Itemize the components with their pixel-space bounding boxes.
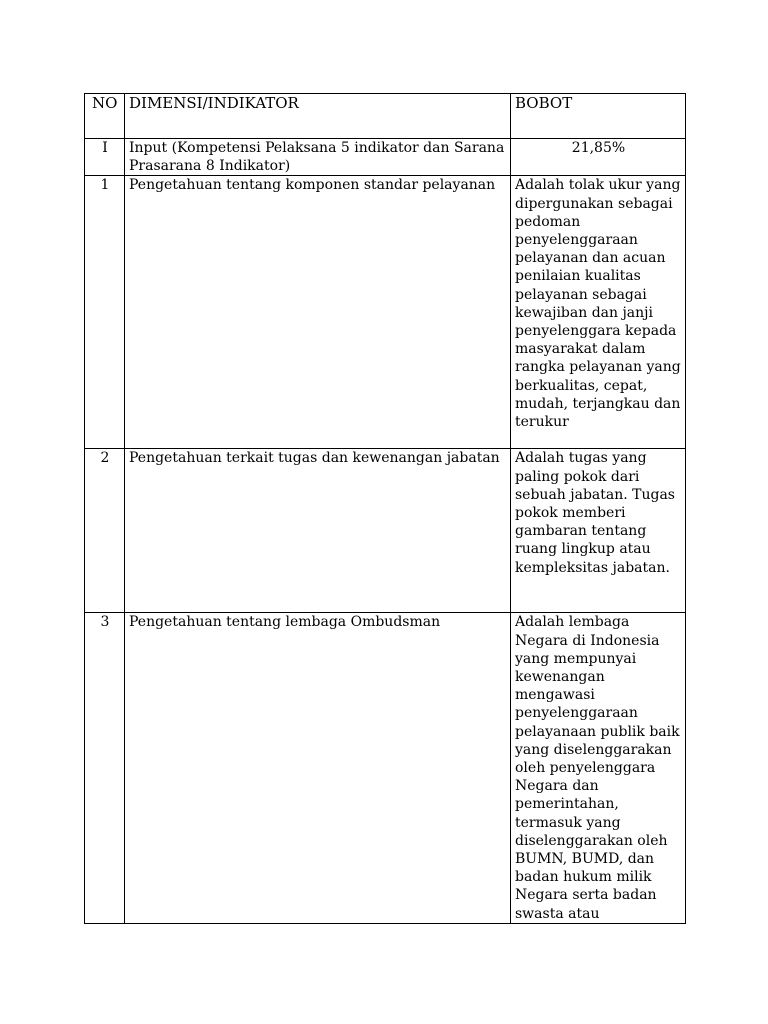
table-row bbox=[85, 449, 686, 613]
row-no: 3 bbox=[85, 613, 125, 923]
section-weight: 21,85% bbox=[511, 139, 686, 176]
section-title: Input (Kompetensi Pelaksana 5 indikator dan Sarana Prasarana 8 Indikator) bbox=[125, 139, 511, 176]
row-indicator: Pengetahuan terkait tugas dan kewenangan jabatan bbox=[125, 449, 511, 613]
header-dimension: DIMENSI/INDIKATOR bbox=[125, 94, 511, 139]
row-description: Adalah lembaga Negara di Indonesia yang mempunyai kewenangan mengawasi penyelenggaraan pelayanaan publik baik yang diselenggarakan oleh penyelenggara Negara dan pemerintahan, termasuk yang diselenggarakan oleh BUMN, BUMD, dan badan hukum milik Negara serta badan swasta atau bbox=[511, 613, 686, 923]
section-row bbox=[85, 139, 686, 176]
table-row bbox=[85, 176, 686, 449]
table-row bbox=[85, 613, 686, 923]
header-weight: BOBOT bbox=[511, 94, 686, 139]
row-no: 1 bbox=[85, 176, 125, 449]
indicator-table bbox=[84, 93, 686, 924]
section-no: I bbox=[85, 139, 125, 176]
table-header-row bbox=[85, 94, 686, 139]
row-description: Adalah tolak ukur yang dipergunakan sebagai pedoman penyelenggaraan pelayanan dan acuan penilaian kualitas pelayanan sebagai kewajiban dan janji penyelenggara kepada masyarakat dalam rangka pelayanan yang berkualitas, cepat, mudah, terjangkau dan terukur bbox=[511, 176, 686, 449]
header-no: NO bbox=[85, 94, 125, 139]
row-no: 2 bbox=[85, 449, 125, 613]
row-description: Adalah tugas yang paling pokok dari sebuah jabatan. Tugas pokok memberi gambaran tentang ruang lingkup atau kempleksitas jabatan. bbox=[511, 449, 686, 613]
row-indicator: Pengetahuan tentang lembaga Ombudsman bbox=[125, 613, 511, 923]
row-indicator: Pengetahuan tentang komponen standar pelayanan bbox=[125, 176, 511, 449]
